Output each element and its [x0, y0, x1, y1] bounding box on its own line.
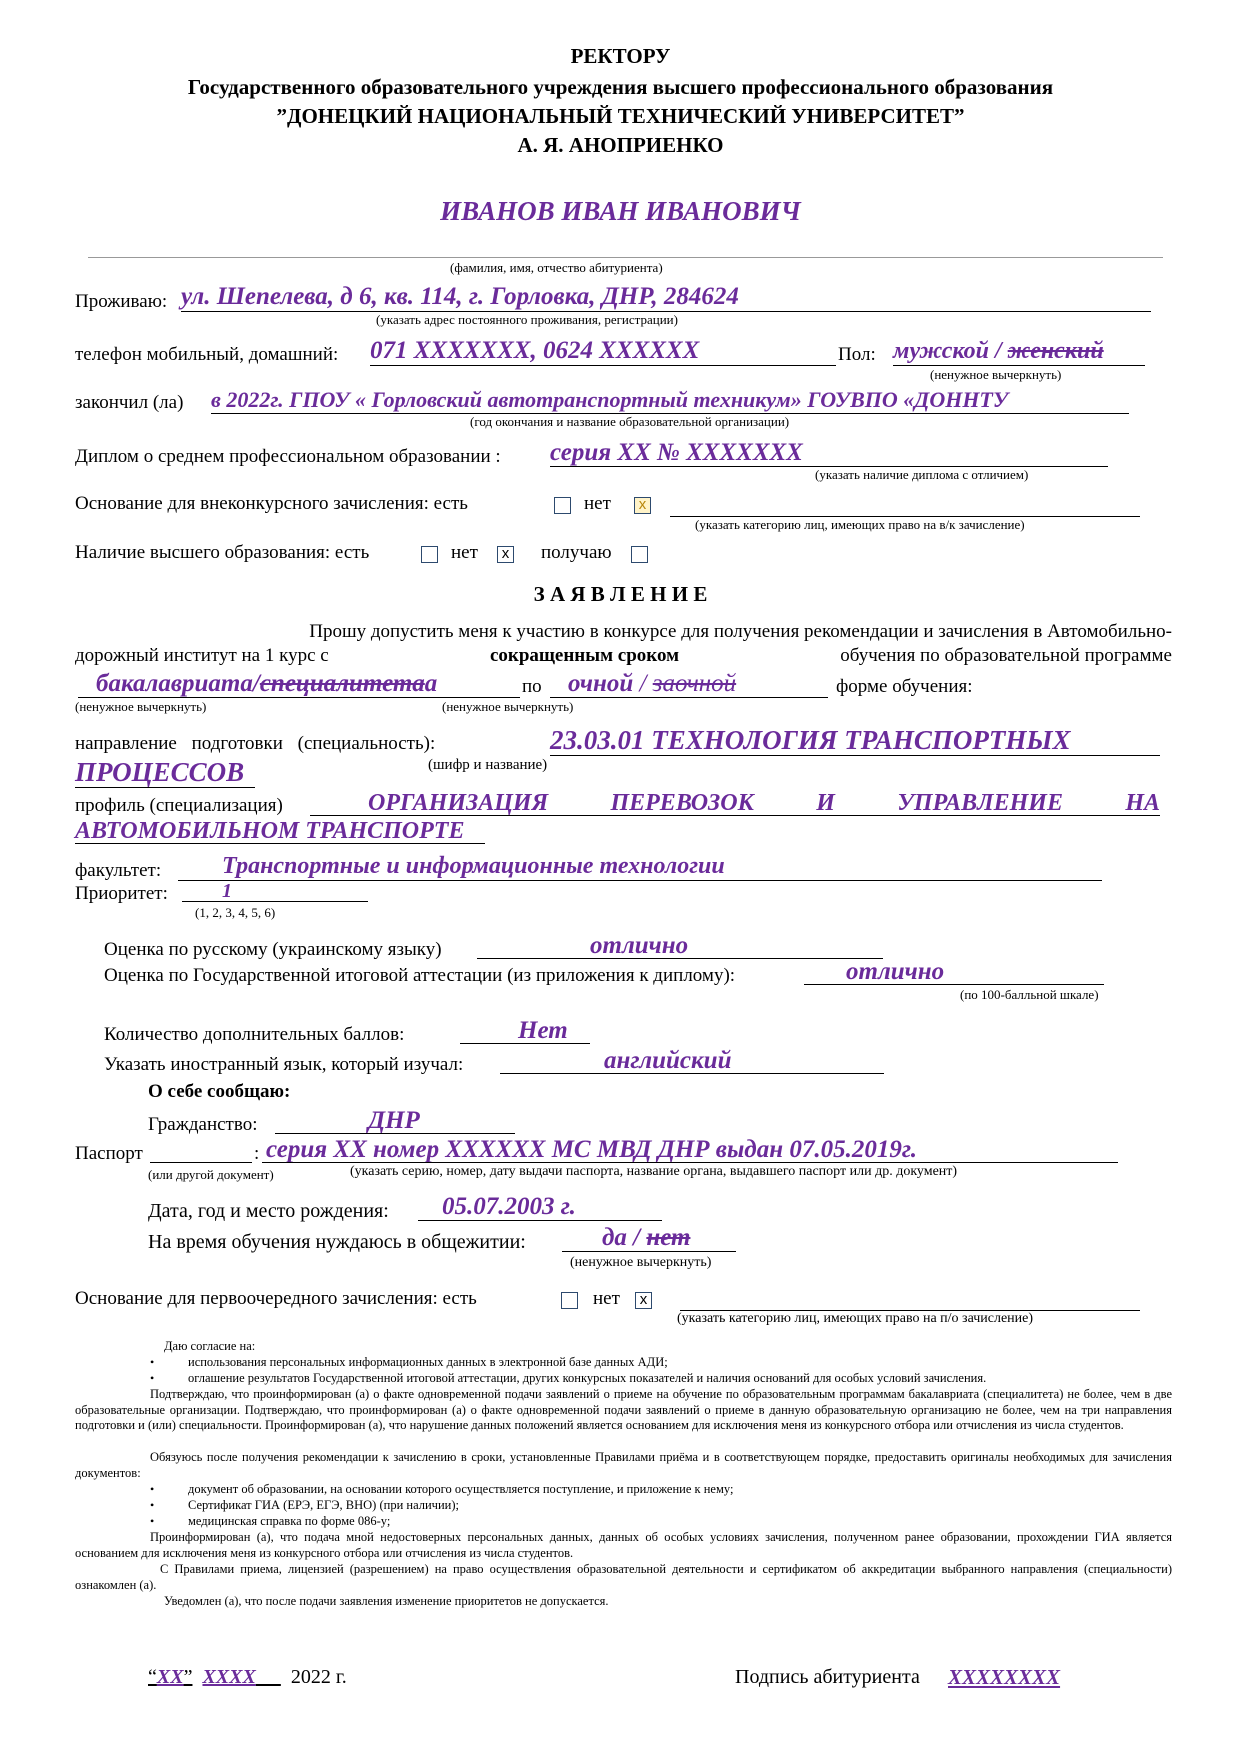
date-quote-open: “: [148, 1666, 157, 1688]
extra-caption: (указать категорию лиц, имеющих право на в/к зачисление): [695, 517, 1025, 532]
gia-value[interactable]: отлично: [846, 958, 945, 985]
sex-label: Пол:: [838, 344, 876, 365]
bonus-label: Количество дополнительных баллов:: [104, 1024, 405, 1045]
higher-no-checkbox[interactable]: x: [497, 546, 514, 563]
sex-line: [893, 365, 1145, 366]
bonus-value[interactable]: Нет: [518, 1017, 568, 1044]
about-heading: О себе сообщаю:: [148, 1081, 291, 1102]
date-month: XXXX: [202, 1666, 256, 1688]
address-caption: (указать адрес постоянного проживания, регистрации): [376, 312, 678, 327]
bullet-dot: •: [150, 1514, 155, 1528]
date-field[interactable]: [148, 1666, 347, 1689]
program-line: [78, 697, 520, 698]
higher-no-label: нет: [451, 542, 478, 563]
sex-caption: (ненужное вычеркнуть): [930, 367, 1062, 382]
lang-label: Указать иностранный язык, который изучал:: [104, 1054, 464, 1075]
program-value[interactable]: [96, 670, 437, 698]
russian-line: [477, 958, 883, 959]
priority-enroll-no-checkbox[interactable]: x: [635, 1292, 652, 1309]
statement-line2-c: обучения по образовательной программе: [840, 645, 1172, 666]
sex-selected: мужской /: [893, 338, 1002, 364]
header-rector: РЕКТОРУ: [570, 44, 671, 68]
phone-line: [370, 365, 836, 366]
extra-no-label: нет: [584, 493, 611, 514]
gia-label: Оценка по Государственной итоговой аттестации (из приложения к диплому):: [104, 965, 736, 986]
gia-line: [804, 984, 1104, 985]
dorm-struck: нет: [646, 1224, 691, 1251]
form-suffix: форме обучения:: [836, 676, 973, 697]
profile-line2: [75, 843, 485, 844]
extra-yes-checkbox[interactable]: [554, 497, 571, 514]
consent-item-2: оглашение результатов Государственной итоговой аттестации, других конкурсных показателей и наличия оснований для особых условий зачисления.: [188, 1371, 987, 1385]
program-tail: а: [424, 670, 438, 697]
program-struck: специалитета: [259, 670, 425, 697]
graduated-label: закончил (ла): [75, 392, 184, 413]
dorm-value[interactable]: [602, 1224, 690, 1252]
higher-getting-checkbox[interactable]: [631, 546, 648, 563]
dorm-caption: (ненужное вычеркнуть): [570, 1255, 712, 1270]
russian-value[interactable]: отлично: [590, 932, 689, 959]
priority-value[interactable]: 1: [222, 880, 232, 902]
date-year: 2022 г.: [290, 1666, 347, 1688]
info-paragraph-1: Подтверждаю, что проинформирован (а) о факте одновременной подачи заявлений о приеме на обучение по образовательным программам бакалавриата (специалитета) не более, чем в две образовательные организации. Подтверждаю, что проинформирован (а) о факте одновременной подачи заявлений о приеме в данную образовательную организацию не более, чем на три направления подготовки и (или) специальности. Проинформирован (а), что нарушение данных положений является основанием для исключения меня из конкурсного отбора или отчисления из числа студентов.: [75, 1387, 1172, 1433]
passport-value[interactable]: серия XX номер XXXXXX МС МВД ДНР выдан 07.05.2019г.: [266, 1136, 917, 1163]
extra-label: Основание для внеконкурсного зачисления: есть: [75, 493, 468, 514]
passport-caption-info: (указать серию, номер, дату выдачи паспорта, название органа, выдавшего паспорт или др. документ): [350, 1164, 958, 1179]
citizenship-label: Гражданство:: [148, 1114, 258, 1135]
form-separator: /: [639, 670, 647, 697]
lang-line: [500, 1073, 884, 1074]
profile-value-1[interactable]: ОРГАНИЗАЦИЯ ПЕРЕВОЗОК И УПРАВЛЕНИЕ НА: [368, 790, 1160, 816]
direction-label: направление подготовки (специальность):: [75, 733, 436, 754]
direction-caption: (шифр и название): [428, 757, 548, 773]
address-value[interactable]: ул. Шепелева, д 6, кв. 114, г. Горловка, ДНР, 284624: [181, 283, 739, 310]
priority-enroll-no-label: нет: [593, 1288, 620, 1309]
diploma-value[interactable]: серия XX № XXXXXXX: [550, 439, 803, 466]
bullet-dot: •: [150, 1498, 155, 1512]
info-paragraph-5: Уведомлен (а), что после подачи заявления изменение приоритетов не допускается.: [164, 1594, 609, 1608]
birth-label: Дата, год и место рождения:: [148, 1200, 389, 1222]
passport-caption-doc: (или другой документ): [148, 1167, 274, 1182]
phone-value[interactable]: 071 XXXXXXX, 0624 XXXXXX: [370, 337, 700, 364]
passport-colon: :: [254, 1143, 260, 1164]
statement-line1: Прошу допустить меня к участию в конкурсе для получения рекомендации и зачисления в Автомобильно-: [309, 621, 1172, 642]
doc-item-3: медицинская справка по форме 086-у;: [188, 1514, 391, 1528]
birth-value[interactable]: 05.07.2003 г.: [442, 1193, 576, 1220]
priority-enroll-caption: (указать категорию лиц, имеющих право на п/о зачисление): [677, 1311, 1034, 1326]
program-selected: бакалавриата/: [96, 670, 260, 697]
header-university: ”ДОНЕЦКИЙ НАЦИОНАЛЬНЫЙ ТЕХНИЧЕСКИЙ УНИВЕРСИТЕТ”: [276, 104, 965, 128]
diploma-label: Диплом о среднем профессиональном образовании :: [75, 446, 501, 467]
faculty-value[interactable]: Транспортные и информационные технологии: [222, 853, 725, 879]
header-rector-name: А. Я. АНОПРИЕНКО: [517, 133, 724, 157]
statement-title: З А Я В Л Е Н И Е: [533, 582, 708, 606]
citizenship-line: [275, 1133, 515, 1134]
date-day: XX: [156, 1666, 184, 1688]
passport-line-b: [262, 1162, 1118, 1163]
form-struck: заочной: [652, 670, 737, 697]
program-caption: (ненужное вычеркнуть): [75, 699, 207, 714]
header-institution: Государственного образовательного учреждения высшего профессионального образования: [187, 75, 1054, 99]
info-paragraph-3: Проинформирован (а), что подача мной недостоверных персональных данных, данных об особых условиях зачисления, полученном ранее образовании, прохождении ГИА является основанием для исключения меня из конкурсного отбора или отчисления из числа студентов.: [75, 1530, 1172, 1560]
dorm-selected: да /: [602, 1224, 641, 1251]
bullet-dot: •: [150, 1371, 155, 1385]
bullet-dot: •: [150, 1482, 155, 1496]
po-text: по: [522, 676, 542, 697]
direction-line1: [550, 755, 1160, 756]
citizenship-value[interactable]: ДНР: [368, 1107, 420, 1134]
higher-label: Наличие высшего образования: есть: [75, 542, 370, 563]
bullet-dot: •: [150, 1355, 155, 1369]
faculty-line: [178, 880, 1102, 881]
form-value[interactable]: [568, 670, 736, 698]
dorm-label: На время обучения нуждаюсь в общежитии:: [148, 1231, 526, 1253]
graduated-value[interactable]: в 2022г. ГПОУ « Горловский автотранспортный техникум» ГОУВПО «ДОННТУ: [211, 387, 1009, 412]
statement-line2-a: дорожный институт на 1 курс с: [75, 645, 329, 666]
consent-heading: Даю согласие на:: [164, 1339, 256, 1353]
gia-caption: (по 100-балльной шкале): [960, 987, 1099, 1002]
signature-label: Подпись абитуриента: [735, 1666, 920, 1688]
sex-struck: женский: [1007, 338, 1104, 364]
passport-line-a: [150, 1162, 252, 1163]
doc-item-1: документ об образовании, на основании которого осуществляется поступление, и приложение к нему;: [188, 1482, 734, 1496]
profile-line1: [310, 815, 1160, 816]
bonus-line: [460, 1043, 590, 1044]
fio-caption: (фамилия, имя, отчество абитуриента): [450, 260, 663, 275]
form-line: [550, 697, 828, 698]
priority-line: [182, 901, 368, 902]
doc-item-2: Сертификат ГИА (ЕРЭ, ЕГЭ, ВНО) (при наличии);: [188, 1498, 459, 1512]
direction-value-2[interactable]: ПРОЦЕССОВ: [75, 757, 245, 787]
birth-line: [418, 1220, 662, 1221]
sex-value[interactable]: [893, 338, 1104, 365]
graduated-caption: (год окончания и название образовательной организации): [470, 414, 790, 429]
fio-line: [88, 257, 1163, 258]
faculty-label: факультет:: [75, 860, 162, 881]
consent-item-1: использования персональных информационных данных в электронной базе данных АДИ;: [188, 1355, 668, 1369]
info-paragraph-2: Обязуюсь после получения рекомендации к зачислению в сроки, установленные Правилами приёма и в соответствующем порядке, предоставить оригиналы необходимых для зачисления документов:: [75, 1450, 1172, 1480]
info-paragraph-4: С Правилами приема, лицензией (разрешением) на право осуществления образовательной деятельности и сертификатом об аккредитации выбранного направления (специальности) ознакомлен (а).: [75, 1562, 1172, 1592]
applicant-fio[interactable]: ИВАНОВ ИВАН ИВАНОВИЧ: [440, 196, 801, 226]
statement-line2: [75, 645, 1172, 667]
profile-value-2[interactable]: АВТОМОБИЛЬНОМ ТРАНСПОРТЕ: [75, 818, 465, 844]
form-selected: очной: [568, 670, 634, 697]
direction-line1-text: 23.03.01 ТЕХНОЛОГИЯ ТРАНСПОРТНЫХ: [550, 725, 1071, 755]
russian-label: Оценка по русскому (украинскому языку): [104, 939, 442, 960]
statement-line2-b: сокращенным сроком: [489, 645, 680, 666]
form-caption: (ненужное вычеркнуть): [442, 699, 574, 714]
profile-label: профиль (специализация): [75, 795, 283, 816]
address-label: Проживаю:: [75, 291, 168, 312]
extra-no-checkbox[interactable]: x: [634, 497, 651, 514]
direction-line2: [75, 787, 255, 788]
date-quote-close: ”: [183, 1666, 193, 1688]
higher-yes-checkbox[interactable]: [421, 546, 438, 563]
priority-caption: (1, 2, 3, 4, 5, 6): [195, 905, 276, 920]
direction-value-1[interactable]: [550, 725, 1160, 756]
passport-label: Паспорт: [75, 1143, 143, 1164]
higher-getting-label: получаю: [541, 542, 612, 563]
phone-label: телефон мобильный, домашний:: [75, 344, 339, 365]
priority-label: Приоритет:: [75, 883, 168, 904]
priority-enroll-yes-checkbox[interactable]: [561, 1292, 578, 1309]
signature-value[interactable]: XXXXXXXX: [948, 1665, 1061, 1689]
lang-value[interactable]: английский: [604, 1047, 732, 1074]
priority-enroll-label: Основание для первоочередного зачисления: есть: [75, 1288, 477, 1309]
diploma-caption: (указать наличие диплома с отличием): [815, 467, 1029, 482]
dorm-line: [562, 1251, 736, 1252]
